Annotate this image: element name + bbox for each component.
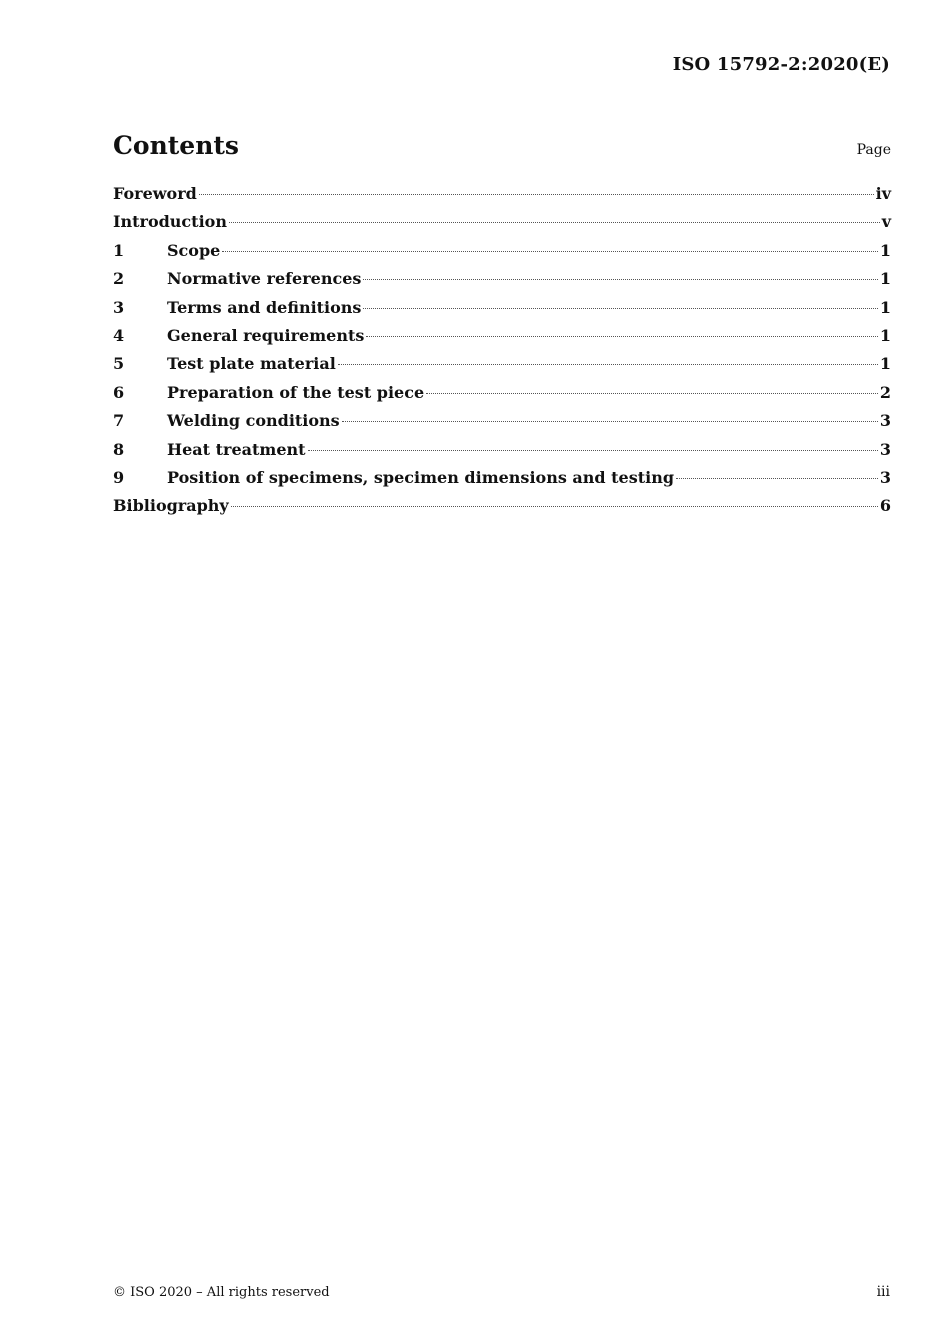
toc-entry-page[interactable]: 3 xyxy=(879,411,891,431)
toc-entry-page[interactable]: 3 xyxy=(879,467,891,487)
toc-entry-page[interactable]: v xyxy=(881,212,891,232)
toc-entry-number: 5 xyxy=(113,354,125,374)
dot-leader xyxy=(338,364,878,365)
toc-entry-title[interactable]: Terms and definitions xyxy=(167,297,362,317)
toc-entry-preparation-of-test-piece[interactable] xyxy=(113,383,891,411)
toc-entry-position-of-specimens[interactable] xyxy=(113,468,891,496)
dot-leader xyxy=(366,336,878,337)
toc-entry-title[interactable]: Welding conditions xyxy=(167,411,340,431)
contents-header xyxy=(113,131,891,165)
toc-entry-title[interactable]: Heat treatment xyxy=(167,439,306,459)
table-of-contents xyxy=(113,184,891,525)
dot-leader xyxy=(363,279,877,280)
toc-entry-title[interactable]: Position of specimens, specimen dimensions and testing xyxy=(167,467,675,487)
toc-entry-title[interactable]: Bibliography xyxy=(113,496,229,516)
dot-leader xyxy=(229,222,880,223)
toc-entry-title[interactable]: Test plate material xyxy=(167,354,336,374)
toc-entry-number: 3 xyxy=(113,297,125,317)
contents-title: Contents xyxy=(113,131,240,160)
toc-entry-normative-references[interactable] xyxy=(113,269,891,297)
dot-leader xyxy=(676,478,878,479)
toc-entry-introduction[interactable] xyxy=(113,212,891,240)
toc-entry-number: 1 xyxy=(113,240,125,260)
dot-leader xyxy=(308,450,878,451)
page-column-label: Page xyxy=(856,142,891,158)
toc-entry-page[interactable]: 2 xyxy=(879,382,891,402)
toc-entry-number: 8 xyxy=(113,439,125,459)
toc-entry-title[interactable]: Foreword xyxy=(113,184,197,203)
toc-entry-number: 2 xyxy=(113,269,125,289)
toc-entry-foreword[interactable] xyxy=(113,184,891,212)
toc-entry-bibliography[interactable] xyxy=(113,496,891,524)
toc-entry-title[interactable]: Preparation of the test piece xyxy=(167,382,425,402)
toc-entry-page[interactable]: 1 xyxy=(879,269,891,289)
toc-entry-test-plate-material[interactable] xyxy=(113,354,891,382)
dot-leader xyxy=(363,308,877,309)
dot-leader xyxy=(222,251,878,252)
toc-entry-number: 4 xyxy=(113,325,125,345)
dot-leader xyxy=(231,506,878,507)
dot-leader xyxy=(342,421,878,422)
toc-entry-title[interactable]: Normative references xyxy=(167,269,362,289)
toc-entry-terms-and-definitions[interactable] xyxy=(113,298,891,326)
toc-entry-page[interactable]: 1 xyxy=(879,354,891,374)
toc-entry-title[interactable]: Scope xyxy=(167,240,221,260)
toc-entry-number: 9 xyxy=(113,467,125,487)
dot-leader xyxy=(199,194,874,195)
toc-entry-number: 7 xyxy=(113,411,125,431)
toc-entry-page[interactable]: 1 xyxy=(879,297,891,317)
document-identifier: ISO 15792-2:2020(E) xyxy=(672,54,890,75)
toc-entry-page[interactable]: iv xyxy=(875,184,891,203)
toc-entry-heat-treatment[interactable] xyxy=(113,440,891,468)
toc-entry-welding-conditions[interactable] xyxy=(113,411,891,439)
toc-entry-number: 6 xyxy=(113,382,125,402)
toc-entry-scope[interactable] xyxy=(113,241,891,269)
page-number: iii xyxy=(876,1284,890,1300)
dot-leader xyxy=(426,393,878,394)
toc-entry-title[interactable]: General requirements xyxy=(167,325,365,345)
copyright-notice: © ISO 2020 – All rights reserved xyxy=(113,1285,330,1300)
toc-entry-general-requirements[interactable] xyxy=(113,326,891,354)
toc-entry-page[interactable]: 1 xyxy=(879,325,891,345)
toc-entry-page[interactable]: 3 xyxy=(879,439,891,459)
toc-entry-title[interactable]: Introduction xyxy=(113,212,227,232)
toc-entry-page[interactable]: 1 xyxy=(879,240,891,260)
toc-entry-page[interactable]: 6 xyxy=(879,496,891,516)
